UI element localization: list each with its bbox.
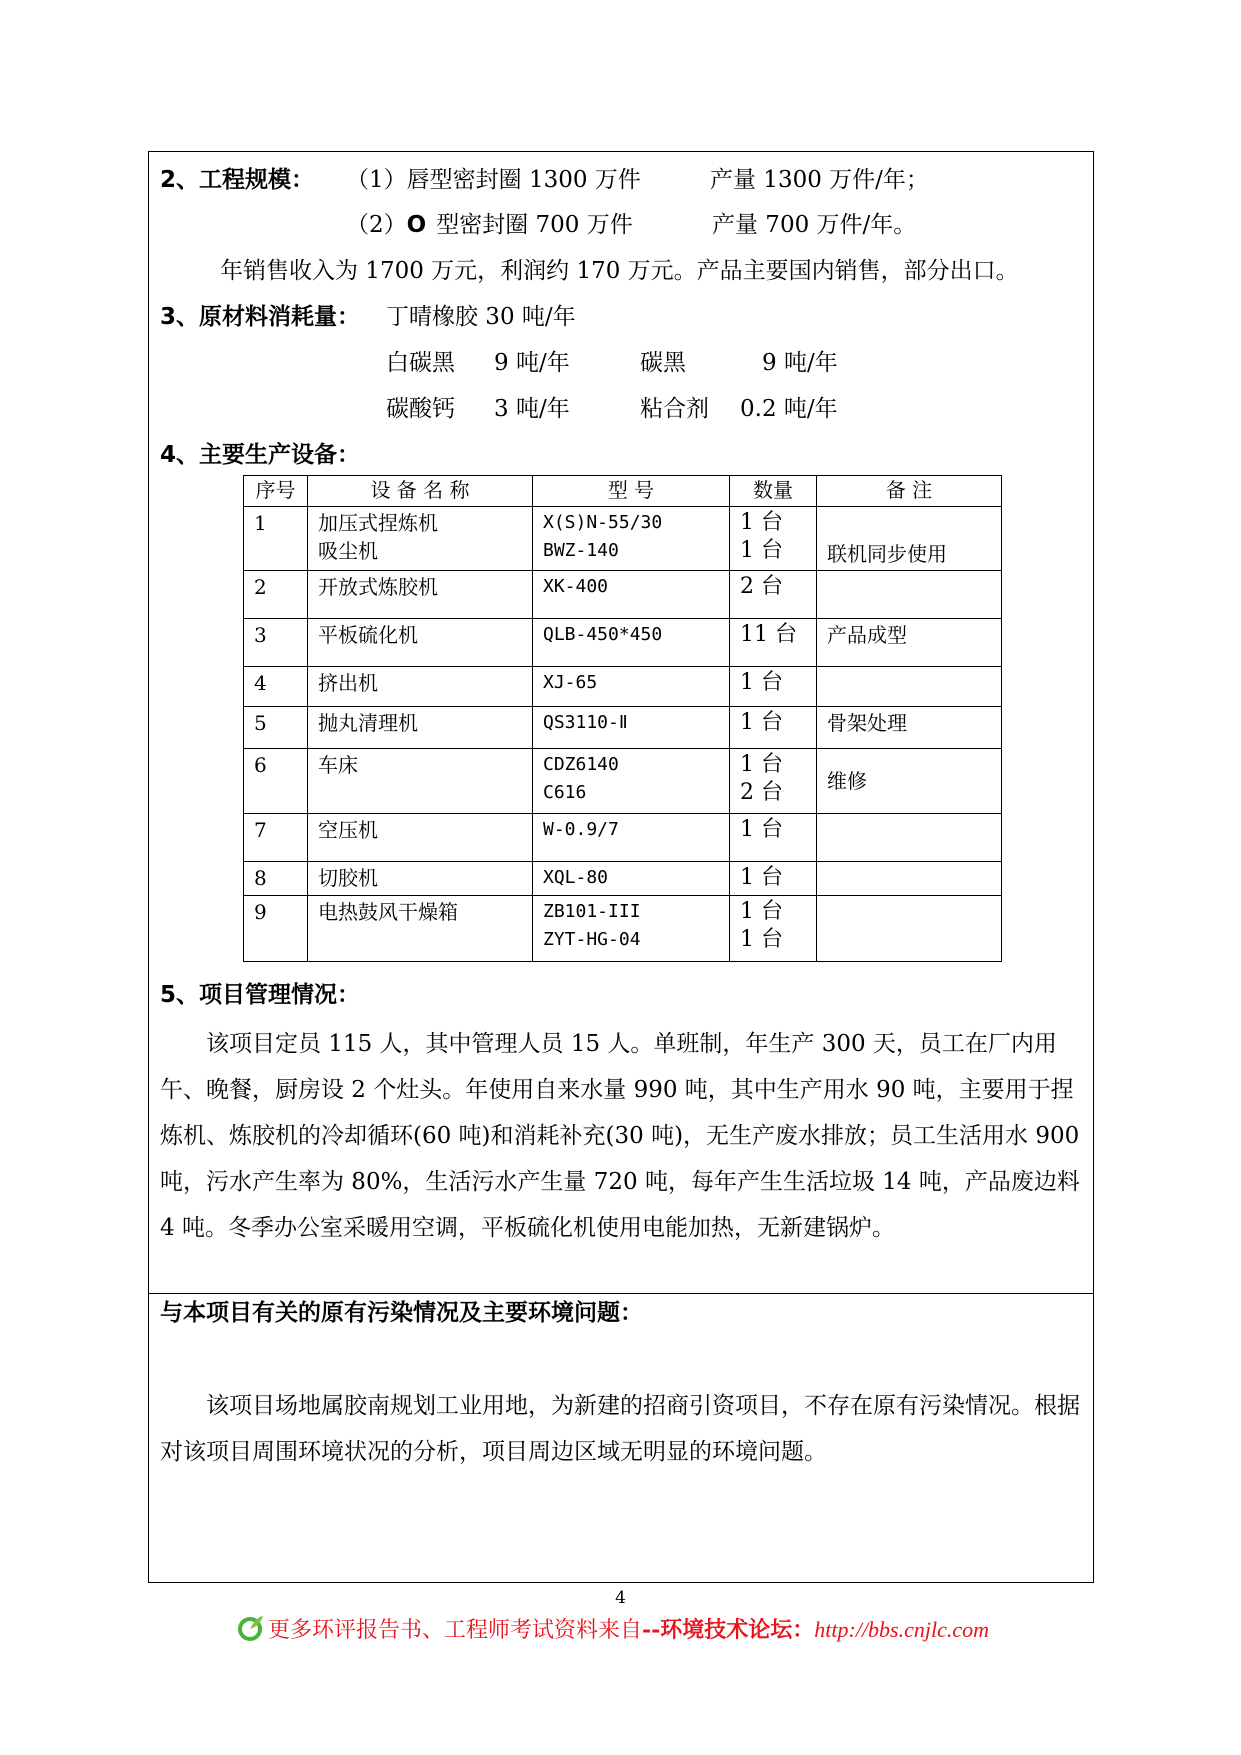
table-row bbox=[244, 814, 1002, 862]
cell-qty: 2 台 bbox=[730, 571, 817, 619]
cell-name: 开放式炼胶机 bbox=[308, 571, 533, 619]
cell-qty bbox=[730, 896, 817, 962]
cell-no: 4 bbox=[244, 667, 308, 707]
cell-no: 8 bbox=[244, 862, 308, 896]
cell-note: 骨架处理 bbox=[817, 707, 1002, 749]
cell-qty: 1 台 bbox=[730, 814, 817, 862]
section5-paragraph: 该项目定员 115 人，其中管理人员 15 人。单班制，年生产 300 天，员工在厂内用午、晚餐，厨房设 2 个灶头。年使用自来水量 990 吨，其中生产用水 90 吨，主要用于捏炼机、炼胶机的冷却循环(60 吨)和消耗补充(30 吨)，无生产废水排放；员工生活用水 900 吨，污水产生率为 80%，生活污水产生量 720 吨，每年产生生活垃圾 14 吨，产品废边料 4 吨。冬季办公室采暖用空调，平板硫化机使用电能加热，无新建锅炉。 bbox=[160, 1031, 1080, 1241]
cell-note: 维修 bbox=[817, 749, 1002, 814]
material-row1: 丁晴橡胶 30 吨/年 bbox=[386, 304, 576, 330]
section2-output1: 产量 1300 万件/年； bbox=[710, 167, 929, 193]
cell-qty-line: 2 台 bbox=[740, 780, 783, 805]
table-header-row bbox=[244, 476, 1002, 507]
section3-heading: 3、原材料消耗量： bbox=[160, 304, 361, 330]
col-header-name: 设 备 名 称 bbox=[308, 476, 533, 507]
material-carbon-black-qty: 9 吨/年 bbox=[762, 350, 838, 376]
cell-note bbox=[817, 667, 1002, 707]
cell-qty: 1 台 bbox=[730, 667, 817, 707]
cell-name-line: 吸尘机 bbox=[318, 539, 378, 563]
cell-qty bbox=[730, 507, 817, 571]
cell-model-line: BWZ-140 bbox=[543, 540, 619, 561]
footer-url-link[interactable]: http://bbs.cnjlc.com bbox=[814, 1617, 990, 1642]
cell-name: 电热鼓风干燥箱 bbox=[308, 896, 533, 962]
cell-qty: 11 台 bbox=[730, 619, 817, 667]
cell-note: 产品成型 bbox=[817, 619, 1002, 667]
cell-model: QS3110-Ⅱ bbox=[533, 707, 730, 749]
cell-model bbox=[533, 507, 730, 571]
cell-model-line: ZB101-III bbox=[543, 901, 641, 922]
col-header-note: 备 注 bbox=[817, 476, 1002, 507]
table-row bbox=[244, 619, 1002, 667]
section2-item2 bbox=[346, 210, 633, 240]
cell-note bbox=[817, 571, 1002, 619]
cell-note bbox=[817, 814, 1002, 862]
col-header-qty: 数量 bbox=[730, 476, 817, 507]
cell-model: W-0.9/7 bbox=[533, 814, 730, 862]
cell-model bbox=[533, 749, 730, 814]
cell-name: 挤出机 bbox=[308, 667, 533, 707]
cell-qty: 1 台 bbox=[730, 862, 817, 896]
section4-heading: 4、主要生产设备： bbox=[160, 442, 361, 468]
cell-model: XQL-80 bbox=[533, 862, 730, 896]
table-row bbox=[244, 862, 1002, 896]
cell-name: 车床 bbox=[308, 749, 533, 814]
section5-heading: 5、项目管理情况： bbox=[160, 982, 361, 1008]
cell-qty-line: 1 台 bbox=[740, 899, 783, 924]
section2-item2-o: O bbox=[406, 212, 427, 238]
cell-name: 平板硫化机 bbox=[308, 619, 533, 667]
cell-qty: 1 台 bbox=[730, 707, 817, 749]
cell-name bbox=[308, 507, 533, 571]
table-row bbox=[244, 667, 1002, 707]
table-row bbox=[244, 507, 1002, 571]
cell-model-line: ZYT-HG-04 bbox=[543, 929, 641, 950]
cell-note: 联机同步使用 bbox=[817, 507, 1002, 571]
cell-model: XK-400 bbox=[533, 571, 730, 619]
table-row bbox=[244, 571, 1002, 619]
cell-note bbox=[817, 862, 1002, 896]
table-row bbox=[244, 707, 1002, 749]
cell-qty-line: 1 台 bbox=[740, 927, 783, 952]
section-divider bbox=[148, 1293, 1094, 1294]
cell-name: 切胶机 bbox=[308, 862, 533, 896]
table-row bbox=[244, 896, 1002, 962]
cell-no: 2 bbox=[244, 571, 308, 619]
cell-no: 6 bbox=[244, 749, 308, 814]
section2-item2-prefix: （2） bbox=[346, 212, 407, 238]
cell-model-line: CDZ6140 bbox=[543, 754, 619, 775]
cell-qty-line: 1 台 bbox=[740, 752, 783, 777]
material-calcium-carbonate-qty: 3 吨/年 bbox=[494, 396, 570, 422]
cell-note bbox=[817, 896, 1002, 962]
cell-name: 抛丸清理机 bbox=[308, 707, 533, 749]
cell-qty bbox=[730, 749, 817, 814]
cell-no: 5 bbox=[244, 707, 308, 749]
cell-no: 3 bbox=[244, 619, 308, 667]
table-row bbox=[244, 749, 1002, 814]
cell-name-line: 加压式捏炼机 bbox=[318, 511, 438, 535]
page-number: 4 bbox=[615, 1588, 626, 1608]
material-carbon-black: 碳黑 bbox=[640, 350, 686, 376]
cell-model bbox=[533, 896, 730, 962]
equipment-table bbox=[243, 475, 1002, 962]
section2-item1: （1）唇型密封圈 1300 万件 bbox=[346, 167, 641, 193]
leaf-logo-icon bbox=[236, 1614, 264, 1648]
cell-qty-line: 1 台 bbox=[740, 538, 783, 563]
material-calcium-carbonate: 碳酸钙 bbox=[386, 396, 455, 422]
cell-qty-line: 1 台 bbox=[740, 510, 783, 535]
footer-forum-label: --环境技术论坛： bbox=[642, 1617, 815, 1643]
material-white-carbon-qty: 9 吨/年 bbox=[494, 350, 570, 376]
col-header-model: 型 号 bbox=[533, 476, 730, 507]
cell-no: 9 bbox=[244, 896, 308, 962]
material-adhesive-qty: 0.2 吨/年 bbox=[740, 396, 838, 422]
section2-output2: 产量 700 万件/年。 bbox=[712, 212, 917, 238]
cell-no: 1 bbox=[244, 507, 308, 571]
material-adhesive: 粘合剂 bbox=[640, 396, 709, 422]
cell-model: XJ-65 bbox=[533, 667, 730, 707]
cell-model-line: X(S)N-55/30 bbox=[543, 512, 663, 533]
footer-text: 更多环评报告书、工程师考试资料来自 bbox=[268, 1618, 643, 1643]
cell-model-line: C616 bbox=[543, 782, 587, 803]
section2-sales: 年销售收入为 1700 万元，利润约 170 万元。产品主要国内销售，部分出口。 bbox=[220, 258, 1019, 284]
pollution-heading: 与本项目有关的原有污染情况及主要环境问题： bbox=[160, 1300, 643, 1326]
footer-banner bbox=[236, 1613, 989, 1648]
section2-heading: 2、工程规模： bbox=[160, 167, 315, 193]
cell-no: 7 bbox=[244, 814, 308, 862]
cell-name: 空压机 bbox=[308, 814, 533, 862]
col-header-no: 序号 bbox=[244, 476, 308, 507]
cell-model: QLB-450*450 bbox=[533, 619, 730, 667]
section2-item2-rest: 型密封圈 700 万件 bbox=[436, 212, 633, 238]
pollution-paragraph: 该项目场地属胶南规划工业用地，为新建的招商引资项目，不存在原有污染情况。根据对该项目周围环境状况的分析，项目周边区域无明显的环境问题。 bbox=[160, 1393, 1080, 1465]
material-white-carbon: 白碳黑 bbox=[386, 350, 455, 376]
